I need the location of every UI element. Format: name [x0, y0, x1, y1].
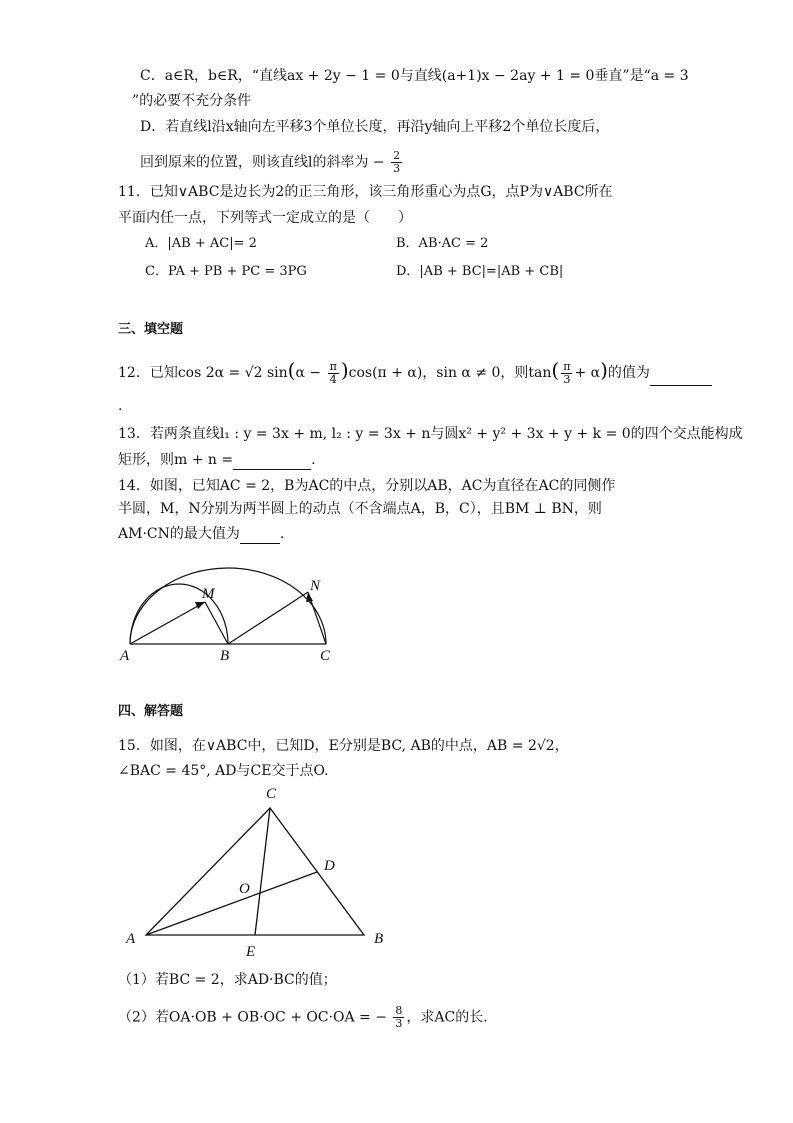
q12-pi-over-3 [561, 361, 572, 386]
fraction-denominator: 3 [563, 372, 571, 386]
q11-option-a: A．|AB + AC|= 2 [145, 236, 257, 251]
q13-text: 矩形，则m + n = [118, 452, 234, 468]
q10-option-c-line2: ”的必要不充分条件 [132, 93, 252, 109]
fraction-denominator: 3 [393, 162, 401, 175]
q14-line3 [118, 524, 284, 544]
section-3-title: 三、填空题 [118, 322, 184, 337]
fraction-numerator: π [563, 359, 571, 373]
q14-text: AM·CN的最大值为 [118, 526, 240, 542]
q11-option-c: C．PA + PB + PC = 3PG [145, 264, 307, 279]
fraction-denominator: 3 [395, 1017, 403, 1030]
q10-option-d-line1: D．若直线l沿x轴向左平移3个单位长度，再沿y轴向上平移2个单位长度后， [140, 119, 610, 135]
q12-paren1-text: α − [295, 365, 322, 381]
q10-option-c-line1: C．a∈R，b∈R，“直线ax + 2y − 1 = 0与直线(a+1)x − 2ay + 1 = 0垂直”是“a = 3 [140, 68, 689, 84]
q10-option-d-line2 [140, 150, 404, 175]
fraction-numerator: 2 [393, 149, 401, 162]
q15-triangle-figure [118, 780, 398, 960]
q13-line1: 13．若两条直线l₁ : y = 3x + m, l₂ : y = 3x + n与圆x² + y² + 3x + y + k = 0的四个交点能构成 [118, 426, 743, 442]
label-n: N [310, 578, 321, 594]
q10-option-d-text: 回到原来的位置，则该直线l的斜率为 − [140, 154, 385, 171]
q15-line2: ∠BAC = 45°, AD与CE交于点O. [118, 763, 329, 779]
q15-part1: （1）若BC = 2，求AD·BC的值； [118, 972, 337, 988]
fraction-numerator: π [329, 359, 337, 373]
fraction-numerator: 8 [395, 1004, 403, 1017]
section-4-title: 四、解答题 [118, 704, 184, 719]
q15-part2 [118, 1005, 488, 1030]
label-a: A [126, 931, 136, 947]
q10-slope-fraction [391, 150, 402, 175]
fraction-denominator: 4 [329, 372, 337, 386]
label-m: M [202, 586, 215, 602]
q11-stem-line2: 平面内任一点，下列等式一定成立的是（ ） [118, 210, 412, 226]
large-semicircle [130, 568, 326, 644]
q12-line2: . [118, 398, 123, 414]
label-b: B [220, 648, 230, 664]
q14-line1: 14．如图，已知AC = 2，B为AC的中点，分别以AB，AC为直径在AC的同侧作 [118, 478, 616, 494]
q12-pi-over-4 [328, 361, 339, 386]
segment-ad [146, 872, 317, 935]
q11-option-b: B．AB·AC = 2 [396, 236, 489, 251]
q14-period: . [279, 526, 285, 542]
q15-fraction [393, 1005, 404, 1030]
q15-line1: 15．如图，在∨ABC中，已知D，E分别是BC, AB的中点，AB = 2√2， [118, 738, 569, 754]
q15-part2-end: ，求AC的长. [406, 1009, 488, 1026]
q14-line2: 半圆，M，N分别为两半圆上的动点（不含端点A，B，C），且BM ⊥ BN，则 [118, 501, 602, 517]
q13-period: . [311, 452, 316, 468]
q11-stem-line1: 11．已知∨ABC是边长为2的正三角形，该三角形重心为点G，点P为∨ABC所在 [118, 184, 613, 200]
label-b: B [374, 931, 384, 947]
segment-ce [255, 808, 270, 935]
label-o: O [239, 881, 250, 897]
label-d: D [324, 858, 335, 874]
arrow-m [195, 602, 205, 609]
q12-text-mid: cos(π + α)，sin α ≠ 0，则tan [348, 365, 552, 381]
q11-option-d: D．|AB + BC|=|AB + CB| [396, 264, 564, 279]
q13-answer-blank[interactable] [233, 469, 311, 470]
q13-line2 [118, 450, 316, 470]
q14-answer-blank[interactable] [240, 543, 280, 544]
q12-answer-blank[interactable] [650, 385, 712, 386]
label-a: A [120, 648, 130, 664]
q15-part2-text: （2）若OA·OB + OB·OC + OC·OA = − [118, 1009, 387, 1026]
q12-paren2-text: + α [574, 365, 601, 381]
q12-text-end: 的值为 [607, 365, 650, 381]
label-e: E [246, 944, 256, 960]
label-c: C [320, 648, 331, 664]
label-c: C [266, 786, 277, 802]
q12-text-start: 12．已知cos 2α = √2 sin [118, 365, 288, 381]
segment-bn [228, 592, 308, 644]
q12-line1: 12．已知cos 2α = √2 sin(α − $\frac{\pi}{4}$ )cos(π + α)，sin α ≠ 0，则tan( $\frac{\pi}{3}$ + α)的值为 [118, 360, 712, 386]
q14-semicircle-figure [110, 560, 350, 670]
